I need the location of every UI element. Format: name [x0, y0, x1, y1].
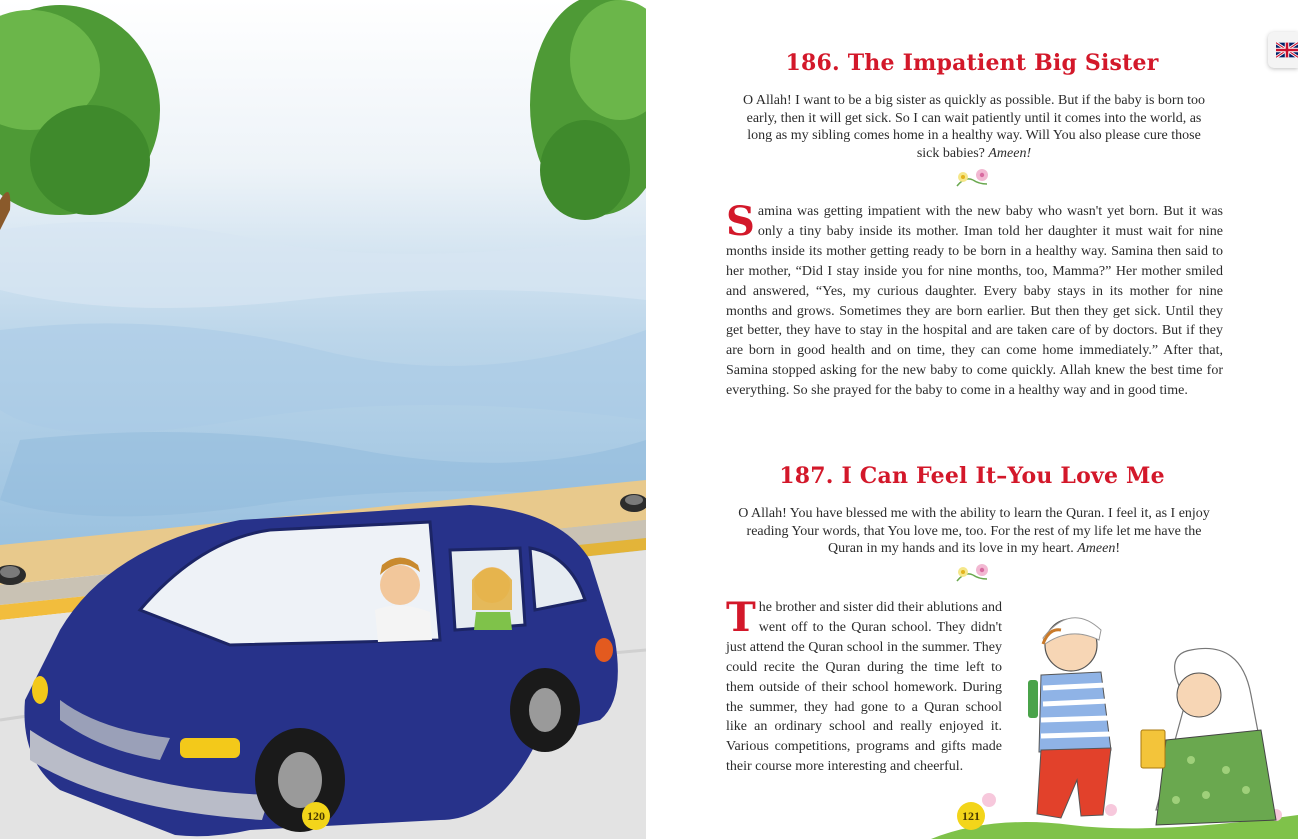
story-body-186: [726, 198, 1223, 401]
flower-divider-icon: [951, 561, 995, 585]
car-street-illustration: [0, 0, 646, 839]
prayer-ameen-186: Ameen!: [988, 145, 1032, 161]
tree-right: [530, 0, 646, 220]
story-text-186: amina was getting impatient with the new baby who wasn't yet born. But it was only a tiny baby inside its mother. Iman told her daughter it must wait for nine months inside its mother getting ready to be born in a healthy way. Samina then said to her mother, “Did I stay inside you for nine months, too, Mamma?” Her mother smiled and answered, “Yes, my curious daughter. Every baby stays in its mother for nine months and grows. Sometimes they are born earlier. But then they get sick. Until they get better, they have to stay in the hospital and are taken care of by doctors. But if they are born in good health and on time, they can come home immediately.” After that, Samina stopped asking for the new baby to come quickly. Allah knew the best time for everything. So she prayed for the baby to come in a healthy way and in good time.: [726, 204, 1223, 399]
right-page-text: [646, 0, 1298, 839]
story-text-187: he brother and sister did their ablutions and went off to the Quran school. They didn't just attend the Quran school in the summer. They could recite the Quran during the time left to them outside of their school homework. During the summer, they had gone to a Quran school like an ordinary school and really enjoyed it. Various competitions, programs and gifts made their course more interesting and cheerful.: [726, 600, 1002, 775]
prayer-text-186: O Allah! I want to be a big sister as quickly as possible. But if the baby is born too early, then it will get sick. So I can wait patiently until it comes into the world, as long as my sibling comes home in a healthy way. Will You also please cure those sick babies?: [743, 93, 1205, 161]
drop-cap-187: T: [726, 594, 756, 641]
page-number-right: 121: [957, 802, 985, 830]
language-flag-button[interactable]: [1268, 32, 1298, 68]
uk-flag-icon: [1276, 42, 1298, 58]
story-title-186: 186. The Impatient Big Sister: [785, 50, 1159, 76]
flower-divider-icon: [951, 166, 995, 190]
prayer-186: [736, 92, 1212, 162]
left-page-illustration: [0, 0, 646, 839]
prayer-tail-187: !: [1115, 541, 1120, 557]
prayer-ameen-187: Ameen: [1077, 541, 1116, 557]
children-walking-illustration: [931, 600, 1298, 839]
drop-cap-186: S: [726, 198, 755, 245]
prayer-text-187: O Allah! You have blessed me with the ability to learn the Quran. I feel it, as I enjoy reading Your words, that You love me, too. For the rest of my life let me have the Quran in my hands and its love in my heart.: [738, 506, 1210, 557]
page-number-left: 120: [302, 802, 330, 830]
story-title-187: 187. I Can Feel It–You Love Me: [779, 463, 1165, 489]
prayer-187: [736, 505, 1212, 558]
